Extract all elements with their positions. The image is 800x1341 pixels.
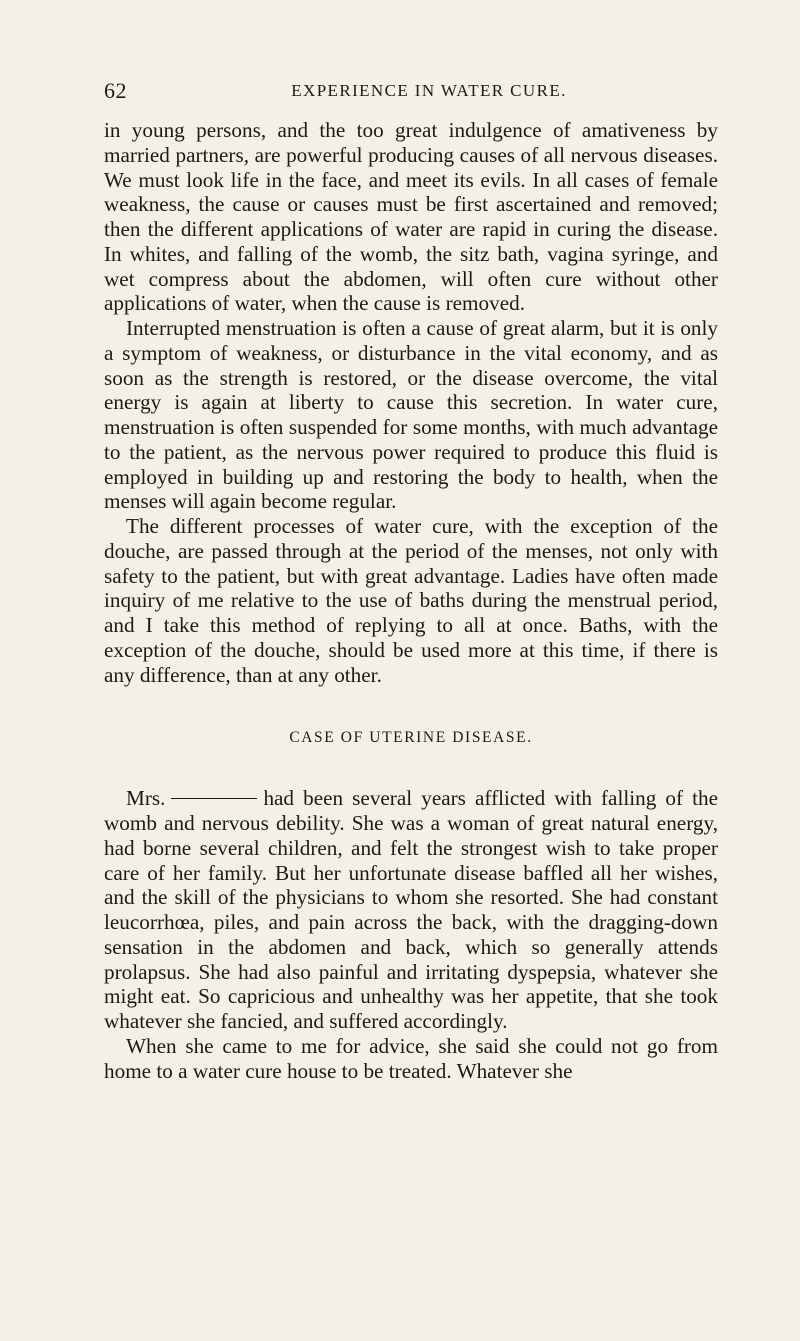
case-paragraph-advice: When she came to me for advice, she said she could not go from home to a water cure house to be treated. Whatever she xyxy=(104,1033,718,1083)
body-text xyxy=(104,118,718,1083)
name-omission-dash xyxy=(171,798,257,800)
page-header xyxy=(104,78,718,108)
page-number: 62 xyxy=(104,78,127,103)
paragraph-processes: The different processes of water cure, with the exception of the douche, are passed through at the period of the menses, not only with safety to the patient, but with great advantage. Ladies have often made inquiry of me relative to the use of baths during the menstrual period, and I take this method of replying to all at once. Baths, with the exception of the douche, should be used more at this time, if there is any difference, than at any other. xyxy=(104,514,718,687)
paragraph-continued: in young persons, and the too great indulgence of amativeness by married partners, are powerful producing causes of all nervous diseases. We must look life in the face, and meet its evils. In all cases of female weakness, the cause or causes must be first ascertained and removed; then the different applications of water are rapid in curing the disease. In whites, and falling of the womb, the sitz bath, vagina syringe, and wet compress about the abdomen, will often cure without other applications of water, when the cause is removed. xyxy=(104,118,718,316)
paragraph-menstruation: Interrupted menstruation is often a cause of great alarm, but it is only a symptom of weakness, or disturbance in the vital economy, and as soon as the strength is restored, or the disease overcome, the vital energy is again at liberty to cause this secretion. In water cure, menstruation is often suspended for some months, with much advantage to the patient, as the nervous power required to produce this fluid is employed in building up and restoring the body to health, when the menses will again become regular. xyxy=(104,316,718,514)
case-lead-word: Mrs. xyxy=(126,786,166,811)
running-head: EXPERIENCE IN WATER CURE. xyxy=(291,81,567,100)
section-heading: CASE OF UTERINE DISEASE. xyxy=(289,729,533,747)
case-paragraph-text: had been several years afflicted with falling of the womb and nervous debility. She was a woman of great natural energy, had borne several children, and felt the strongest wish to take proper care of her family. But her unfortunate disease baffled all her wishes, and the skill of the physicians to whom she resorted. She had constant leucorrhœa, piles, and pain across the back, with the dragging-down sensation in the abdomen and back, which so generally attends prolapsus. She had also painful and irritating dyspepsia, whatever she might eat. So capricious and unhealthy was her appetite, that she took whatever she fancied, and suffered accordingly. xyxy=(104,786,718,1033)
case-paragraph xyxy=(104,786,718,1034)
